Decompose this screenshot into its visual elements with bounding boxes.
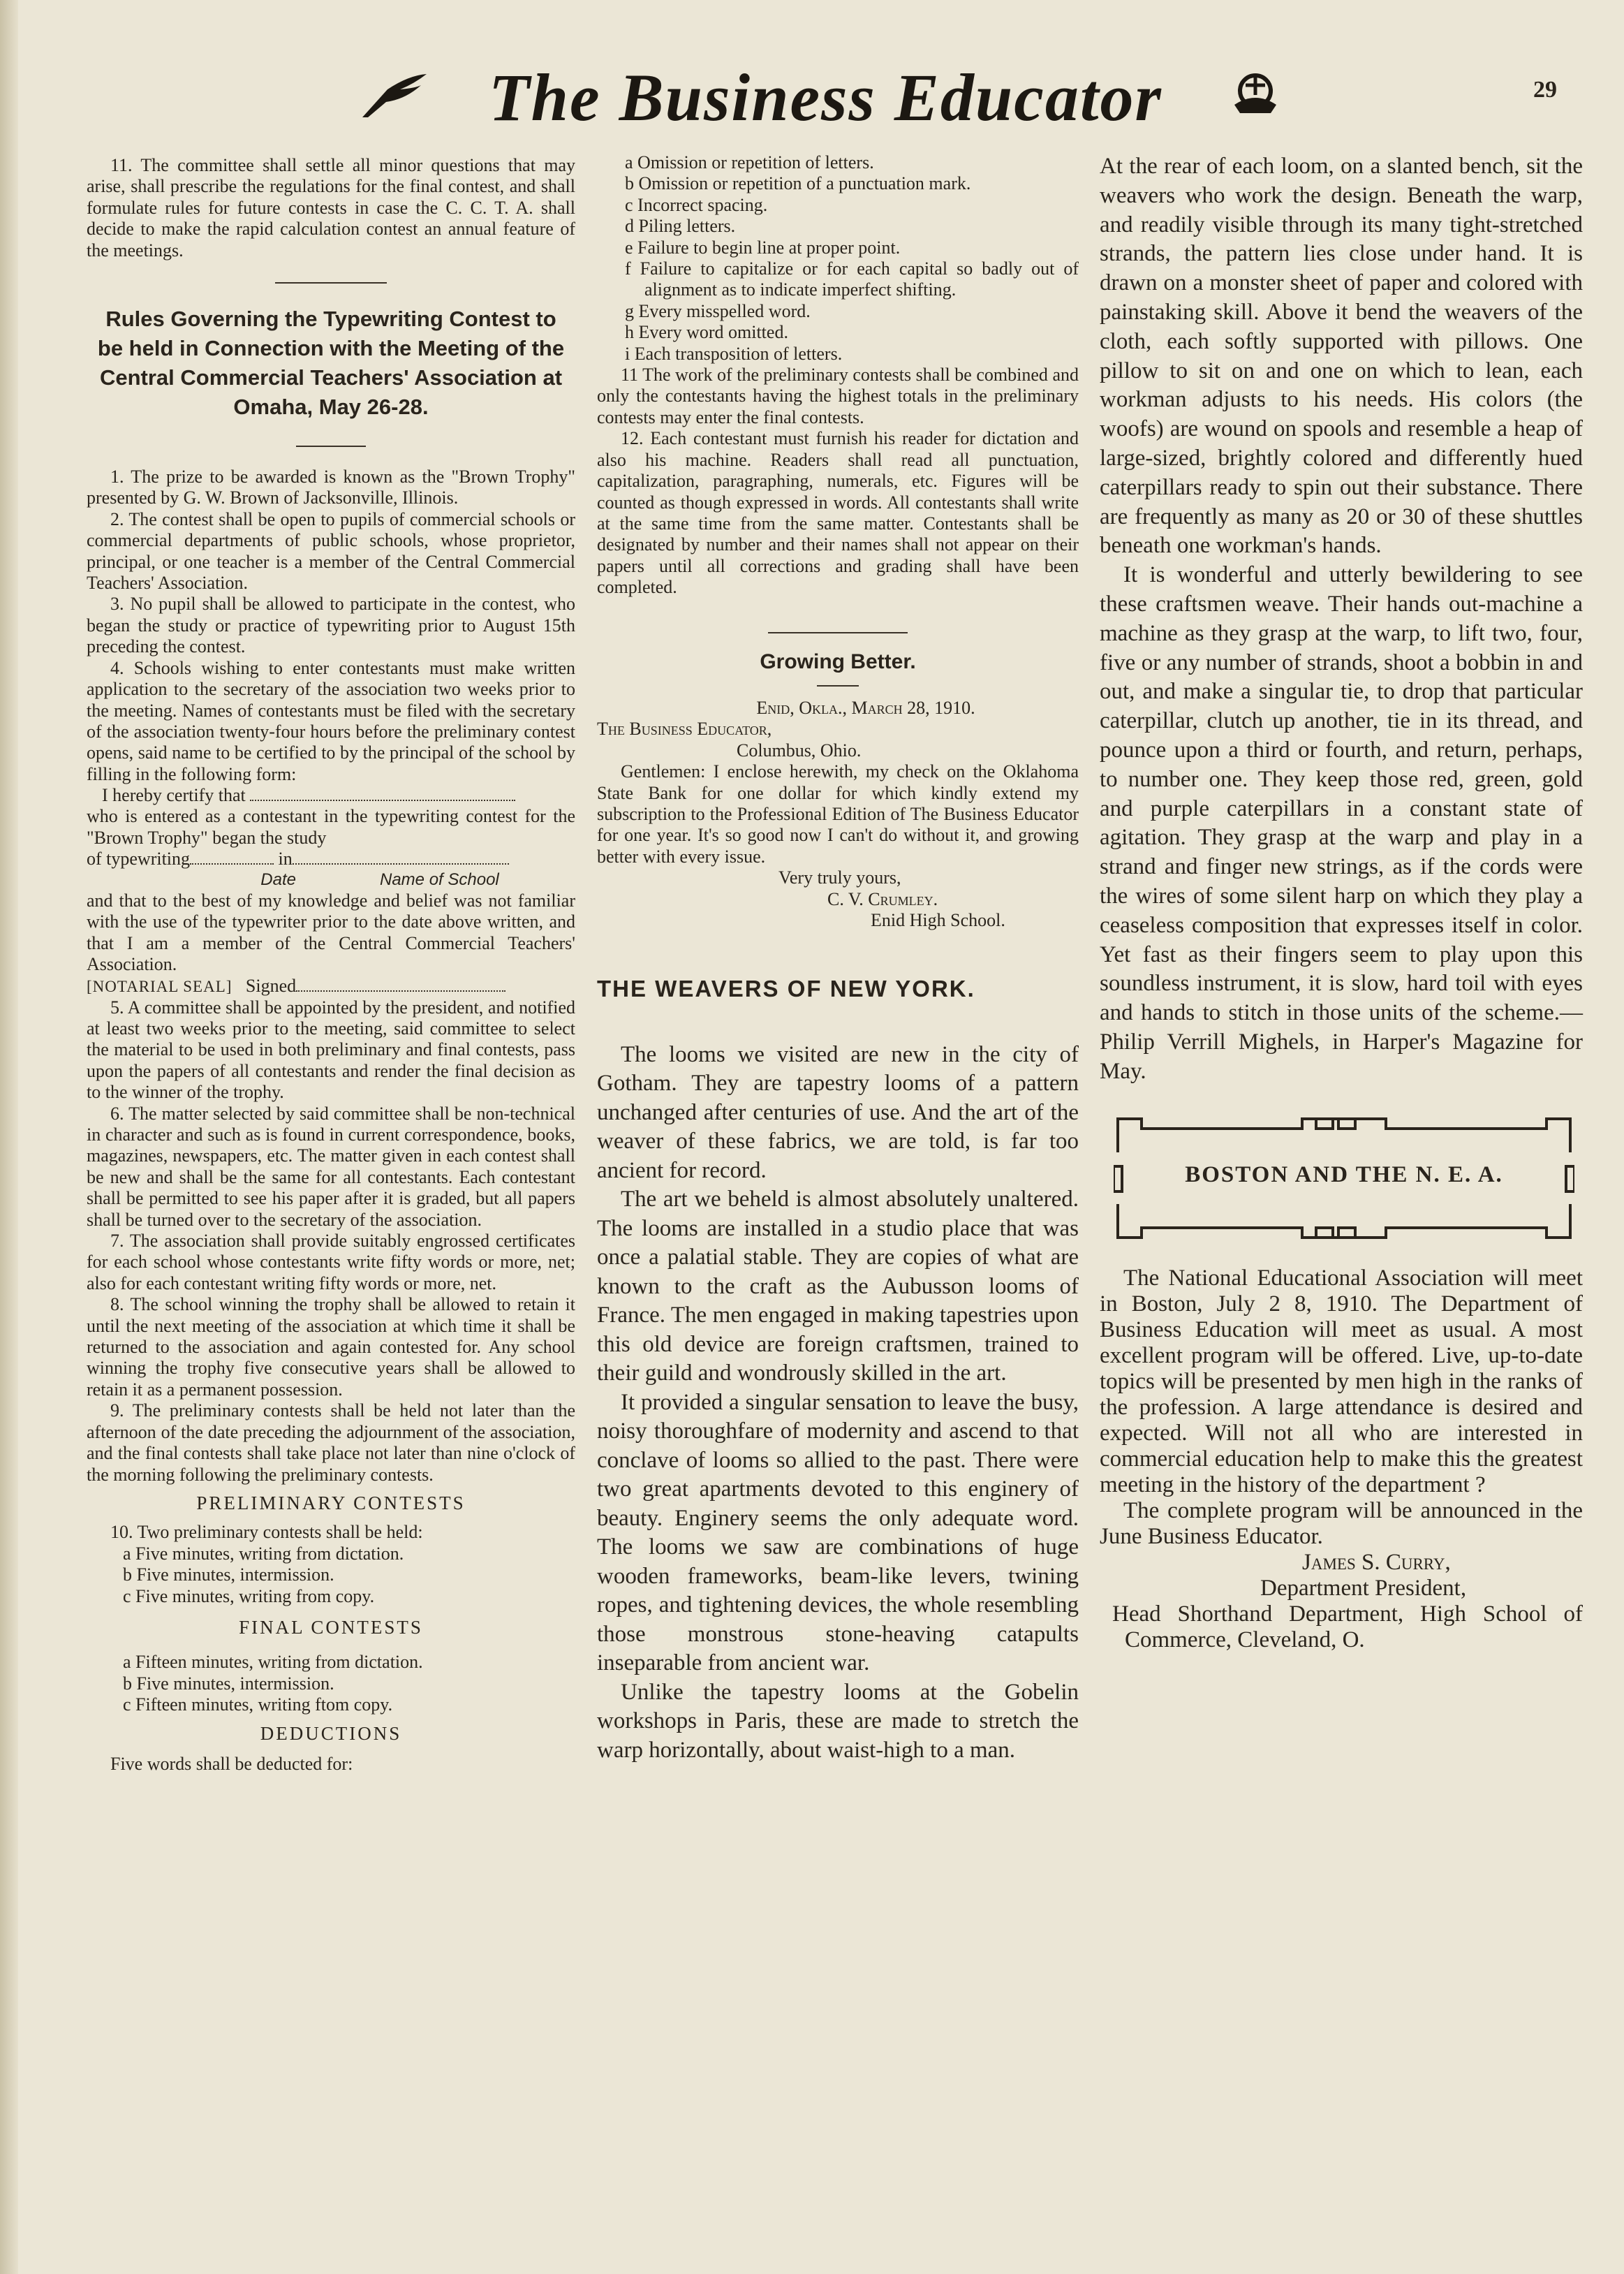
boston-p2: The complete program will be announced in the June Business Educator.	[1100, 1497, 1583, 1549]
weavers-p6: It is wonderful and utterly bewildering to see these craftsmen weave. Their hands out-machine a machine as they grasp at the warp, to lift two, four, five or any number of strands, shoot a bobbin in and out, and make a singular tie, to drop that particular caterpillar, clutch up another, tie in its thread, and pounce upon a third or fourth, and return, perhaps, to number one. They keep those red, green, gold and purple caterpillars in a constant state of agitation. They grasp at the warp and play in a strand and finger new strings, as if the cords were the wires of some silent harp on which they play a ceaseless composition that expresses itself in color. Yet fast as their fingers seem to play upon this soundless instrument, it is slow, hard toil with eyes and hands to stitch in those units of the scheme.—Philip Verrill Mighels, in Harper's Magazine for May.	[1100, 562, 1583, 1084]
rule-10b: b Five minutes, intermission.	[123, 1564, 334, 1585]
rule-6: 6. The matter selected by said committee shall be non-technical in character and such as is found in current correspondence, books, magazines, newspapers, etc. The matter given in each contest shall be new and shall be the same for all contestants. Each contestant shall be permitted to see his paper after it is graded, but all papers shall be turned over to the secretary of the association.	[87, 1103, 575, 1230]
signature-department: Head Shorthand Department, High School of Commerce, Cleveland, O.	[1112, 1601, 1583, 1652]
deduction-i: i Each transposition of letters.	[625, 343, 843, 364]
letter-dateline: Enid, Okla., March 28, 1910.	[756, 697, 975, 718]
letter-city: Columbus, Ohio.	[737, 740, 862, 761]
boston-heading-box	[1114, 1112, 1574, 1245]
weavers-p4: Unlike the tapestry looms at the Gobelin workshops in Paris, these are made to stretch the warp horizontally, about waist-high to a man.	[597, 1679, 1079, 1763]
form-blank	[296, 978, 505, 992]
preliminary-heading: PRELIMINARY CONTESTS	[196, 1492, 466, 1513]
deduction-c: c Incorrect spacing.	[625, 194, 768, 215]
form-notarial-seal: [NOTARIAL SEAL]	[87, 977, 232, 995]
masthead-title: The Business Educator	[489, 60, 1162, 135]
form-signed: Signed	[245, 975, 297, 996]
page-edge	[0, 0, 18, 2274]
letter-body: Gentlemen: I enclose herewith, my check on the Oklahoma State Bank for one dollar for which kindly extend my subscription to the Professional Edition of The Business Educator for one year. It's so good now I can't do without it, and growing better with every issue.	[597, 761, 1079, 867]
deduction-h: h Every word omitted.	[625, 322, 788, 343]
letter-signature: C. V. Crumley.	[827, 888, 938, 909]
page-number: 29	[1533, 77, 1557, 103]
signature-name: James S. Curry,	[1302, 1549, 1451, 1575]
weavers-heading: THE WEAVERS OF NEW YORK.	[597, 976, 975, 1002]
growing-better-heading: Growing Better.	[760, 650, 916, 673]
rules-heading: Rules Governing the Typewriting Contest to be held in Connection with the Meeting of the Central Commercial Teachers' Association at Omaha, May 26-28.	[97, 307, 565, 420]
form-of-typewriting: of typewriting	[87, 848, 191, 869]
deduction-b: b Omission or repetition of a punctuation mark.	[625, 173, 971, 194]
letter-closing: Very truly yours,	[778, 867, 901, 888]
rule-10c: c Five minutes, writing from copy.	[123, 1585, 375, 1606]
masthead	[0, 56, 1624, 140]
column-left	[87, 155, 575, 1775]
final-c: c Fifteen minutes, writing ftom copy.	[123, 1694, 393, 1715]
weavers-p5: At the rear of each loom, on a slanted bench, sit the weavers who work the design. Beneath the warp, and readily visible through its many tight-stretched strands, the pattern lies close under hand. It is drawn on a monster sheet of paper and colored with painstaking skill. Above it bend the weavers of the cloth, each softly supported with pillows. One pillow to sit on and one on which to lean, each workman adjusts to his needs. His colors (the woofs) are wound on spools and resemble a heap of large-sized, brightly colored and differently hued caterpillars ready to spin out their substance. There are frequently as many as 20 or 30 of these shuttles beneath one workman's hands.	[1100, 154, 1583, 559]
rule-8: 8. The school winning the trophy shall be allowed to retain it until the next meeting of the association at which time it shall be returned to the association and again contested for. Any school winning the trophy five consecutive years shall be allowed to retain it as a permanent possession.	[87, 1294, 575, 1400]
letter-addressee: The Business Educator,	[597, 719, 772, 740]
weavers-p2: The art we beheld is almost absolutely unaltered. The looms are installed in a studio place that was once a palatial stable. They are copies of what are known to the craft as the Aubusson looms of France. The men engaged in making tapestries upon this old device are foreign craftsmen, trained to their guild and wondrously skilled in the art.	[597, 1187, 1079, 1386]
boston-heading: BOSTON AND THE N. E. A.	[1185, 1161, 1503, 1187]
deductions-heading: DEDUCTIONS	[260, 1722, 402, 1744]
entry-form	[87, 785, 575, 997]
form-certify: I hereby certify that	[102, 785, 246, 806]
rule-10a: a Five minutes, writing from dictation.	[123, 1543, 404, 1564]
form-in: in	[278, 848, 293, 869]
form-entered: who is entered as a contestant in the typewriting contest for the "Brown Trophy" began the study	[87, 806, 575, 848]
rule-11-rapid-calc: 11. The committee shall settle all minor questions that may arise, shall prescribe the regulations for the final contest, and shall formulate rules for future contests in case the C. C. T. A. shall decide to make the rapid calculation contest an annual feature of the meetings.	[87, 155, 575, 261]
rule-4: 4. Schools wishing to enter contestants must make written application to the secretary of the association two weeks prior to the meeting. Names of contestants must be filed with the secretary of the association twenty-four hours before the preliminary contest opens, said name to be certified to by the principal of the school by filling in the following form:	[87, 657, 575, 784]
emblem-icon	[1227, 70, 1283, 116]
weavers-p1: The looms we visited are new in the city of Gotham. They are tapestry looms of a pattern unchanged after centuries of use. And the art of the weaver of these fabrics, we are told, is far too ancient for record.	[597, 1041, 1079, 1183]
deduction-e: e Failure to begin line at proper point.	[625, 237, 901, 258]
deductions-intro: Five words shall be deducted for:	[110, 1753, 353, 1774]
column-right	[1100, 152, 1583, 1653]
final-heading: FINAL CONTESTS	[239, 1616, 423, 1638]
letter	[597, 698, 1079, 931]
column-middle	[597, 152, 1079, 1765]
form-best: and that to the best of my knowledge and belief was not familiar with the use of the typewriter prior to the date above written, and that I am a member of the Central Commercial Teachers' Association.	[87, 890, 575, 975]
form-blank	[250, 787, 515, 801]
weavers-article	[597, 1041, 1079, 1766]
deduction-f: f Failure to capitalize or for each capital so badly out of alignment as to indicate imperfect shifting.	[625, 258, 1079, 300]
rule-7: 7. The association shall provide suitably engrossed certificates for each school whose contestants write fifty words or more, net; also for each contestant writing fifty words or more, net.	[87, 1231, 575, 1293]
form-school-caption: Name of School	[380, 870, 499, 889]
rule-9: 9. The preliminary contests shall be held not later than the afternoon of the date preceding the adjournment of the association, and the final contests shall take place not later than nine o'clock of the morning following the preliminary contests.	[87, 1400, 575, 1485]
form-blank	[293, 851, 509, 865]
deduction-g: g Every misspelled word.	[625, 300, 811, 321]
signature-title: Department President,	[1260, 1575, 1467, 1601]
form-date-caption: Date	[260, 870, 296, 889]
rule-11-final: 11 The work of the preliminary contests shall be combined and only the contestants having the highest totals in the preliminary contests may enter the final contests.	[597, 365, 1079, 427]
rule-1: 1. The prize to be awarded is known as the "Brown Trophy" presented by G. W. Brown of Jacksonville, Illinois.	[87, 467, 575, 508]
quill-icon	[360, 71, 429, 120]
rule-3: 3. No pupil shall be allowed to participate in the contest, who began the study or practice of typewriting prior to August 15th preceding the contest.	[87, 594, 575, 657]
rule-5: 5. A committee shall be appointed by the president, and notified at least two weeks prior to the meeting, said committee to select the material to be used in both preliminary and final contests, pass upon the papers of all contestants and render the final decision as to the winner of the trophy.	[87, 997, 575, 1103]
divider	[768, 632, 908, 633]
form-blank	[190, 851, 274, 865]
weavers-p3: It provided a singular sensation to leave the busy, noisy thoroughfare of modernity and ascend to that conclave of looms so allied to the past. There were two great apartments devoted to this enginery of beauty. Enginery seems the only adequate word. The looms we saw are combinations of huge wooden frameworks, beam-like levers, twining ropes, and tightening devices, the whole resembling those monstrous stone-heaving catapults inseparable from ancient war.	[597, 1389, 1079, 1676]
rule-12: 12. Each contestant must furnish his reader for dictation and also his machine. Readers shall read all punctuation, capitalization, paragraphing, numerals, etc. Figures will be counted as though expressed in words. All contestants shall write at the same time from the same matter. Contestants shall be designated by number and their names shall not appear on their papers until all corrections and grading shall have been completed.	[597, 428, 1079, 598]
divider	[817, 685, 859, 687]
divider	[296, 446, 366, 447]
final-b: b Five minutes, intermission.	[123, 1673, 334, 1694]
rule-2: 2. The contest shall be open to pupils of commercial schools or commercial departments of public schools, whose proprietor, principal, or one teacher is a member of the Central Commercial Teachers' Association.	[87, 508, 575, 594]
final-a: a Fifteen minutes, writing from dictation.	[123, 1652, 423, 1673]
deduction-a: a Omission or repetition of letters.	[625, 152, 874, 173]
rule-10: 10. Two preliminary contests shall be held:	[110, 1522, 423, 1543]
deduction-d: d Piling letters.	[625, 216, 736, 237]
divider	[275, 282, 387, 284]
boston-p1: The National Educational Association will meet in Boston, July 2 8, 1910. The Department of Business Education will meet as usual. A most excellent program will be offered. Live, up-to-date topics will be presented by men high in the ranks of the profession. A large attendance is desired and expected. Will not all who are interested in commercial education help to make this the greatest meeting in the history of the department ?	[1100, 1265, 1583, 1497]
letter-school: Enid High School.	[871, 910, 1005, 930]
